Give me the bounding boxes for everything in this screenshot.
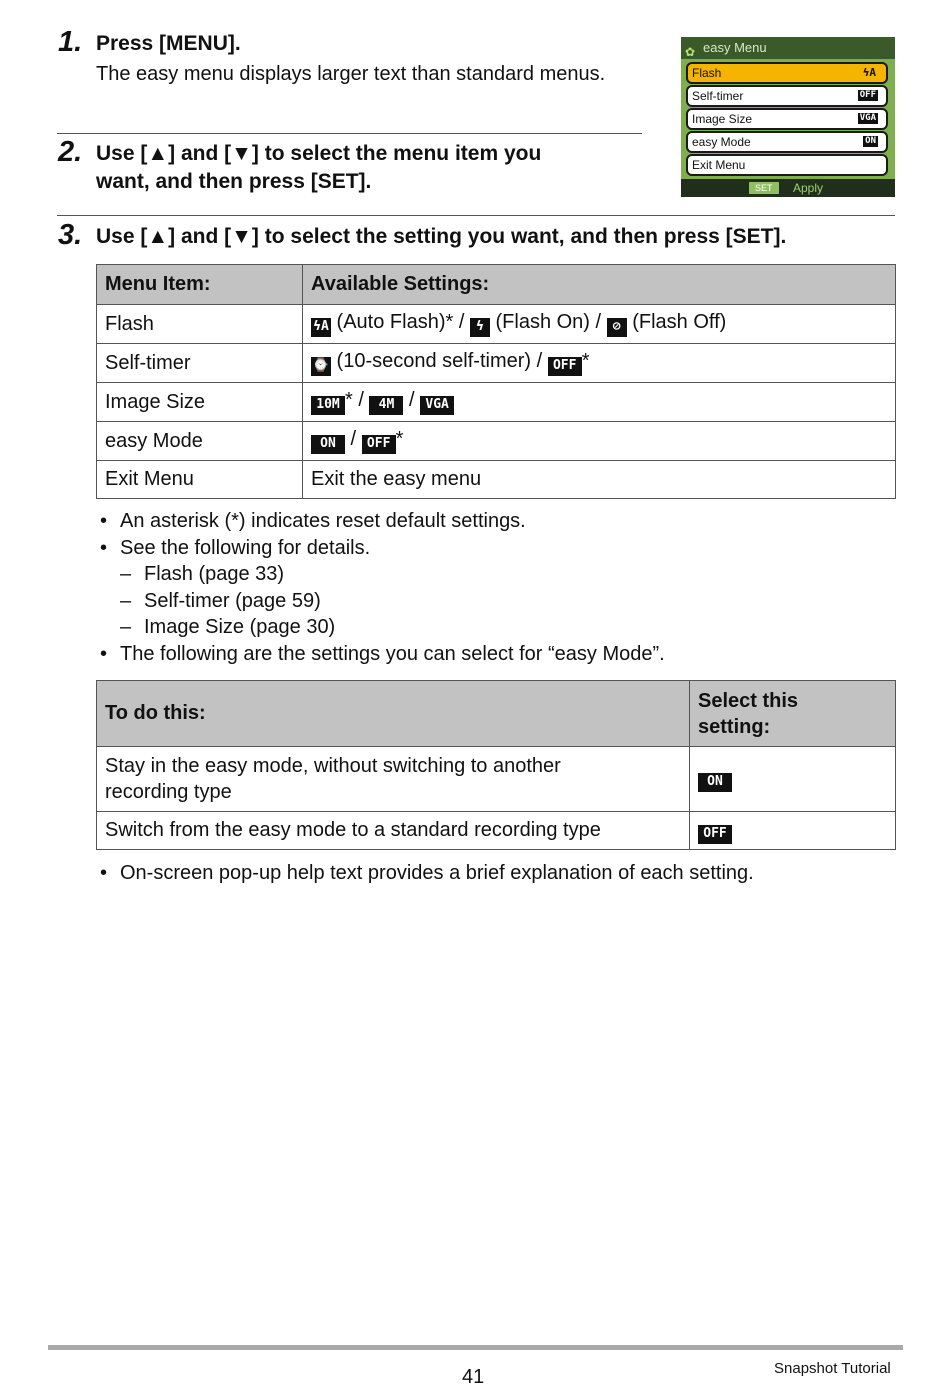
camera-menu-item-label: Image Size bbox=[692, 112, 753, 126]
setting-cell bbox=[690, 812, 896, 850]
header-select-line2: setting: bbox=[698, 715, 771, 738]
camera-menu-item-flash bbox=[686, 62, 888, 84]
sub-note-flash: Flash (page 33) bbox=[144, 563, 285, 585]
menu-item-cell: Image Size bbox=[97, 383, 303, 422]
auto-flash-icon: ϟA bbox=[311, 318, 331, 337]
step-1-body: The easy menu displays larger text than standard menus. bbox=[96, 63, 606, 85]
bullet-icon: • bbox=[100, 862, 108, 884]
setting-text: (Flash On) / bbox=[489, 311, 607, 333]
step-2-number: 2. bbox=[58, 136, 83, 168]
action-line2: recording type bbox=[105, 781, 232, 803]
action-line1: Stay in the easy mode, without switching to another bbox=[105, 755, 561, 777]
step-2-heading-line1: Use [▲] and [▼] to select the menu item you bbox=[96, 142, 542, 165]
settings-table-header bbox=[97, 265, 896, 305]
setting-text: / bbox=[345, 428, 362, 450]
setting-text: (10-second self-timer) / bbox=[331, 350, 548, 372]
table-row bbox=[97, 305, 896, 344]
action-cell bbox=[97, 747, 690, 812]
on-icon: ON bbox=[698, 773, 732, 792]
step-2-heading-line2: want, and then press [SET]. bbox=[96, 170, 372, 193]
note-details: See the following for details. bbox=[120, 537, 371, 559]
easy-mode-table-header bbox=[97, 681, 896, 747]
header-select-setting bbox=[690, 681, 896, 747]
camera-menu-footer bbox=[681, 179, 895, 197]
easy-mode-table bbox=[96, 680, 896, 850]
setting-text: / bbox=[403, 389, 421, 411]
step-3-number: 3. bbox=[58, 219, 83, 251]
settings-cell bbox=[303, 344, 896, 383]
sub-note-image-size: Image Size (page 30) bbox=[144, 616, 336, 638]
settings-cell bbox=[303, 305, 896, 344]
4m-size-icon: 4M bbox=[369, 396, 403, 415]
settings-cell: Exit the easy menu bbox=[303, 461, 896, 499]
10m-size-icon: 10M bbox=[311, 396, 345, 415]
dash-icon: – bbox=[120, 616, 132, 638]
header-available-settings: Available Settings: bbox=[303, 265, 896, 305]
note-asterisk: An asterisk (*) indicates reset default settings. bbox=[120, 510, 526, 532]
camera-easy-menu-screen bbox=[681, 37, 895, 197]
table-row bbox=[97, 383, 896, 422]
camera-menu-item-label: Self-timer bbox=[692, 89, 744, 103]
off-icon: OFF bbox=[362, 435, 396, 454]
auto-flash-icon: ϟA bbox=[862, 66, 876, 79]
camera-menu-item-label: Exit Menu bbox=[692, 158, 746, 172]
menu-item-cell: easy Mode bbox=[97, 422, 303, 461]
menu-item-cell: Exit Menu bbox=[97, 461, 303, 499]
setting-text: * bbox=[581, 350, 590, 372]
settings-table bbox=[96, 264, 896, 499]
step-1-heading: Press [MENU]. bbox=[96, 32, 241, 55]
table-row bbox=[97, 422, 896, 461]
sub-note-self-timer: Self-timer (page 59) bbox=[144, 590, 321, 612]
note-easy-mode: The following are the settings you can select for “easy Mode”. bbox=[120, 643, 665, 665]
off-icon: OFF bbox=[698, 825, 732, 844]
settings-cell bbox=[303, 383, 896, 422]
bullet-icon: • bbox=[100, 510, 108, 532]
setting-text: (Flash Off) bbox=[626, 311, 727, 333]
dash-icon: – bbox=[120, 563, 132, 585]
camera-menu-item-easy-mode bbox=[686, 131, 888, 153]
flash-on-icon: ϟ bbox=[470, 318, 490, 337]
on-icon: ON bbox=[865, 136, 876, 146]
action-cell: Switch from the easy mode to a standard recording type bbox=[97, 812, 690, 850]
step-3-heading: Use [▲] and [▼] to select the setting you want, and then press [SET]. bbox=[96, 225, 787, 248]
header-menu-item: Menu Item: bbox=[97, 265, 303, 305]
table-row bbox=[97, 747, 896, 812]
camera-menu-item-label: Flash bbox=[692, 66, 722, 80]
setting-text: (Auto Flash)* / bbox=[331, 311, 470, 333]
header-to-do-this: To do this: bbox=[97, 681, 690, 747]
step-1-number: 1. bbox=[58, 26, 83, 58]
dash-icon: – bbox=[120, 590, 132, 612]
step-divider-2 bbox=[57, 215, 895, 216]
menu-item-cell: Flash bbox=[97, 305, 303, 344]
leaf-icon: ✿ bbox=[685, 45, 696, 59]
menu-item-cell: Self-timer bbox=[97, 344, 303, 383]
note-popup-help: On-screen pop-up help text provides a brief explanation of each setting. bbox=[120, 862, 754, 884]
on-icon: ON bbox=[311, 435, 345, 454]
section-name: Snapshot Tutorial bbox=[774, 1360, 891, 1377]
camera-menu-item-image-size bbox=[686, 108, 888, 130]
apply-label: Apply bbox=[793, 181, 824, 195]
bullet-icon: • bbox=[100, 643, 108, 665]
flash-off-icon: ⊘ bbox=[607, 318, 627, 337]
step-divider-1 bbox=[57, 133, 642, 134]
settings-cell bbox=[303, 422, 896, 461]
self-timer-icon: ⌚ bbox=[311, 357, 331, 376]
off-icon: OFF bbox=[548, 357, 582, 376]
page-number: 41 bbox=[462, 1366, 485, 1388]
table-row bbox=[97, 344, 896, 383]
setting-text: * / bbox=[345, 389, 370, 411]
camera-menu-list bbox=[681, 59, 895, 179]
set-button-icon: SET bbox=[749, 182, 779, 194]
table-row bbox=[97, 461, 896, 499]
camera-menu-item-label: easy Mode bbox=[692, 135, 751, 149]
bullet-icon: • bbox=[100, 537, 108, 559]
vga-size-icon: VGA bbox=[420, 396, 454, 415]
table-row bbox=[97, 812, 896, 850]
footer-divider bbox=[48, 1345, 903, 1350]
camera-menu-title: easy Menu bbox=[703, 40, 767, 55]
camera-menu-item-exit-menu bbox=[686, 154, 888, 176]
vga-icon: VGA bbox=[859, 113, 876, 123]
camera-menu-title-bar bbox=[681, 37, 895, 59]
setting-text: * bbox=[395, 428, 404, 450]
header-select-line1: Select this bbox=[698, 689, 799, 712]
setting-cell bbox=[690, 747, 896, 812]
off-icon: OFF bbox=[859, 90, 876, 100]
camera-menu-item-self-timer bbox=[686, 85, 888, 107]
